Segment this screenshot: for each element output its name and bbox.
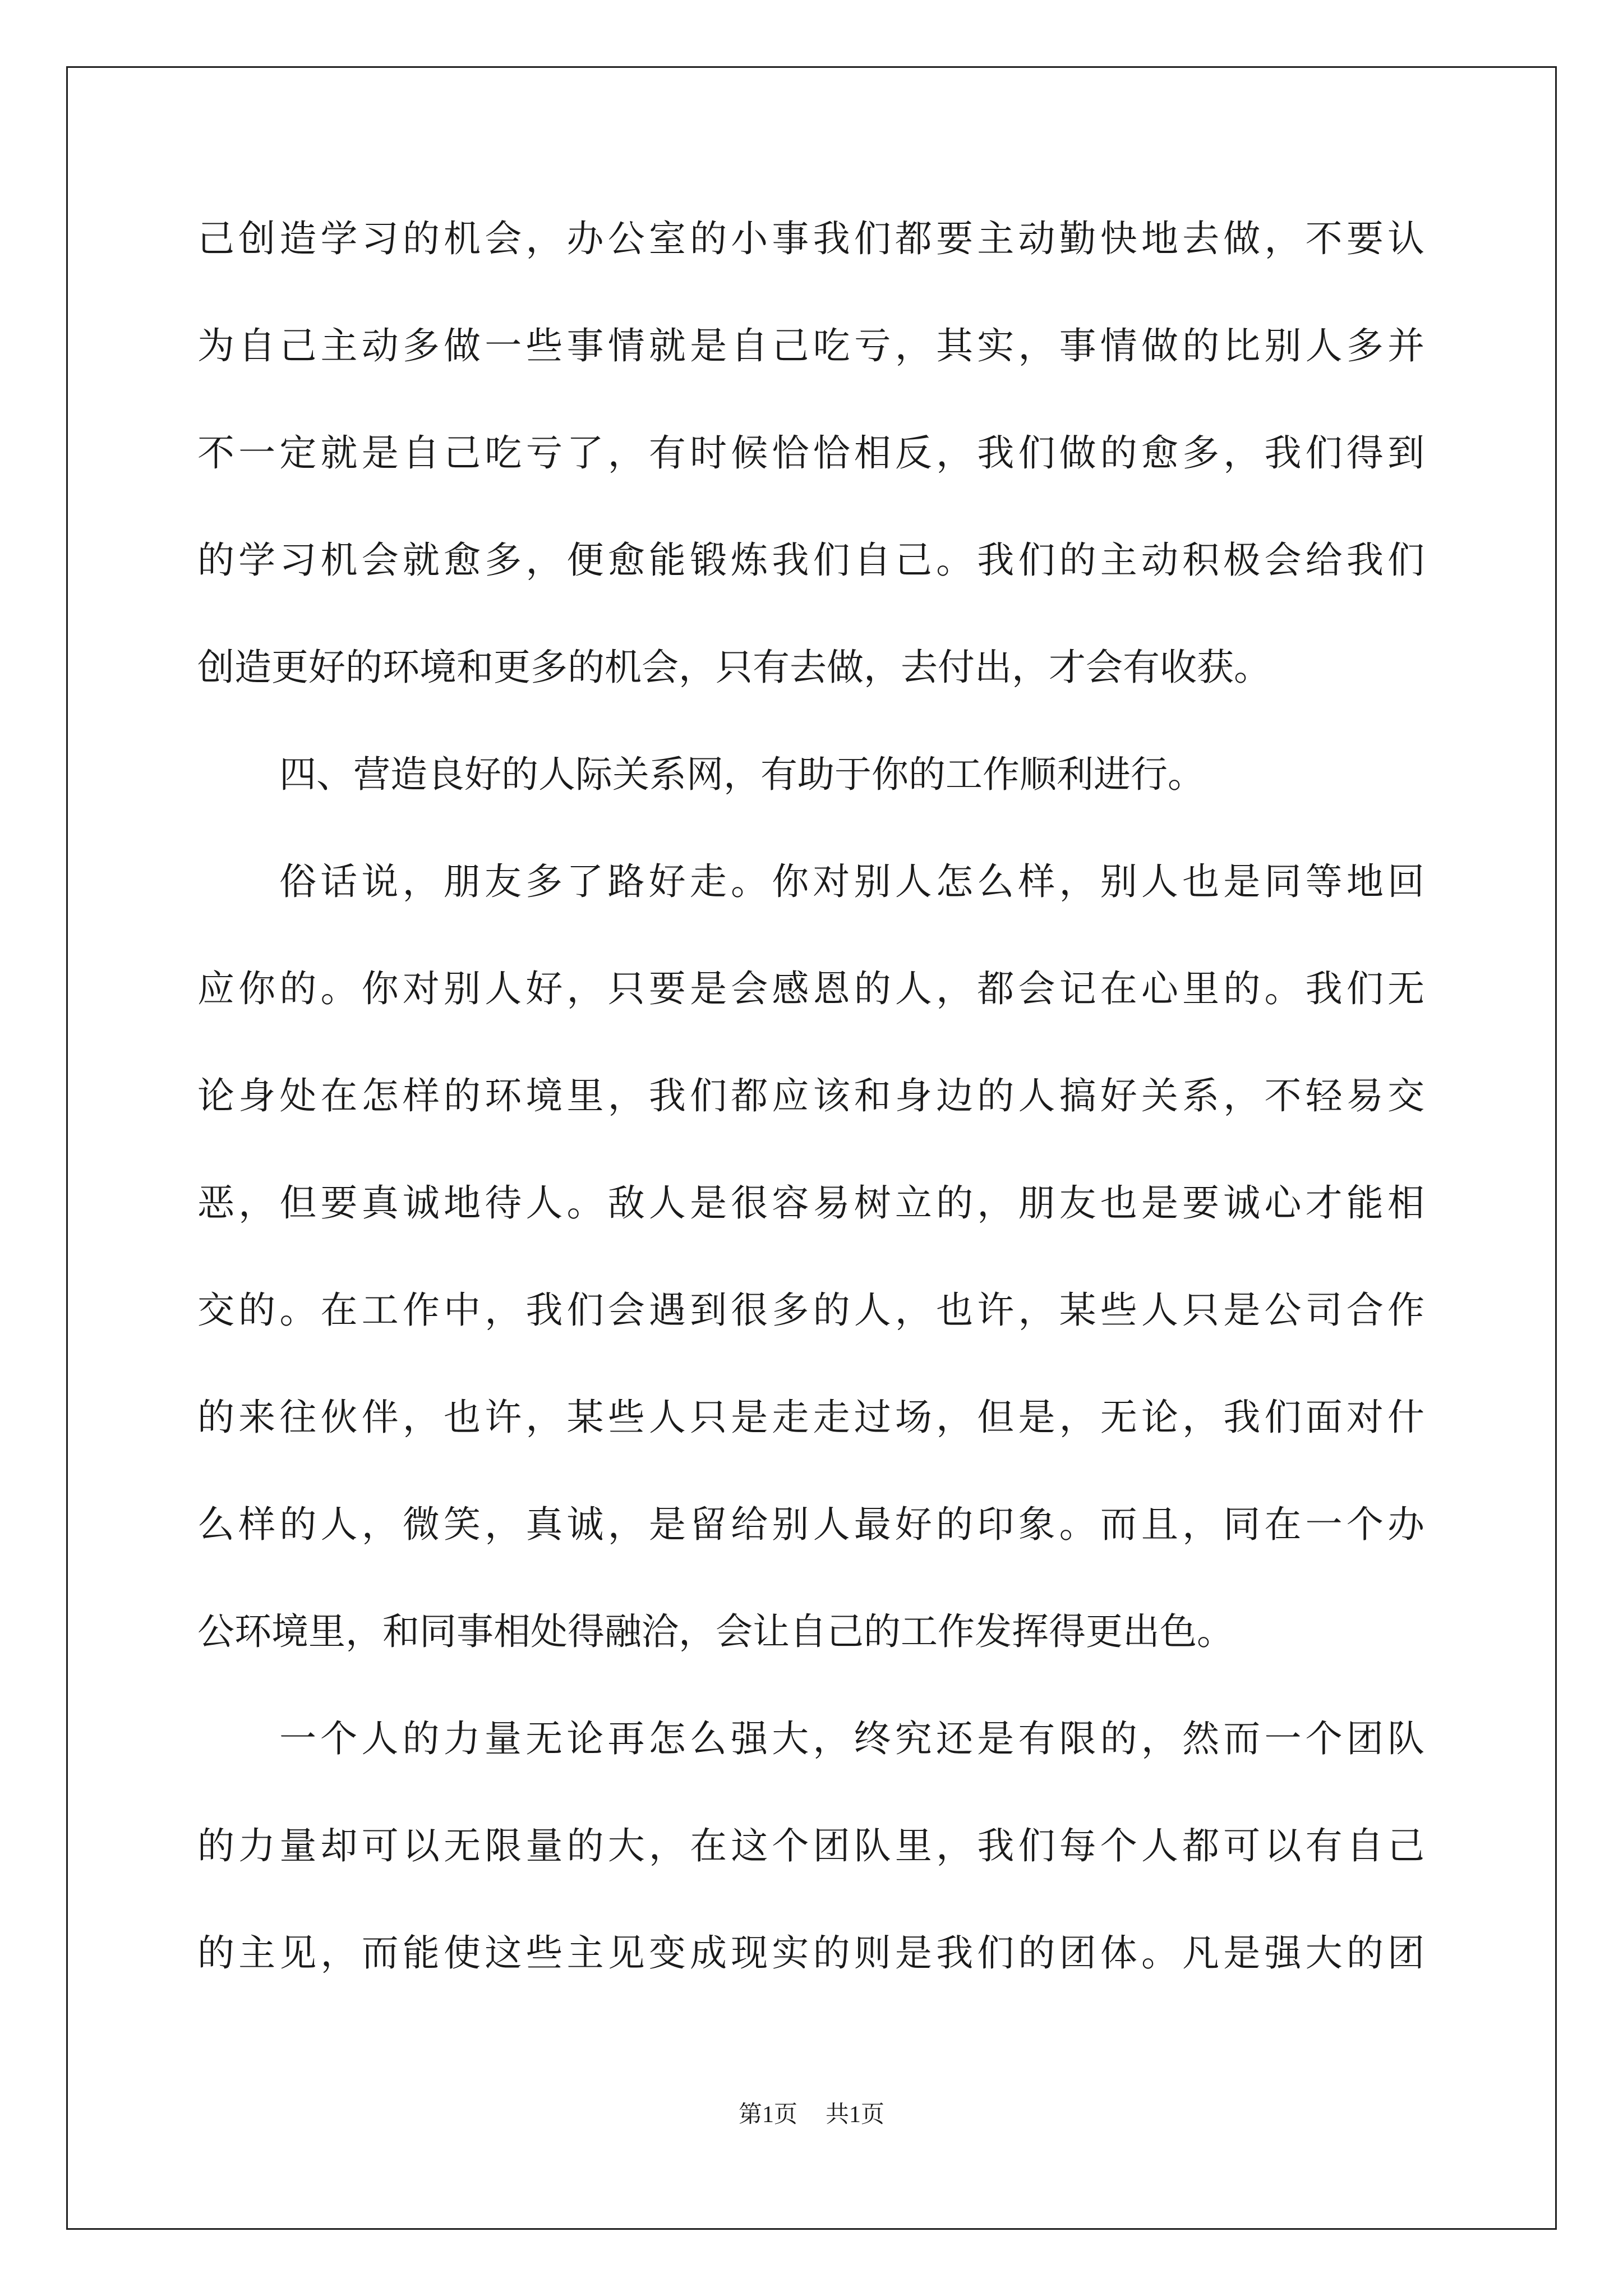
- text-line: 公环境里，和同事相处得融洽，会让自己的工作发挥得更出色。: [197, 1610, 1234, 1653]
- page-footer: [0, 2098, 1623, 2132]
- text-line: 恶，但要真诚地待人。敌人是很容易树立的，朋友也是要诚心才能相: [197, 1181, 1424, 1225]
- page-total: 共1页: [826, 2102, 885, 2128]
- text-line: 为自己主动多做一些事情就是自己吃亏，其实，事情做的比别人多并: [197, 324, 1424, 367]
- text-line: 应你的。你对别人好，只要是会感恩的人，都会记在心里的。我们无: [197, 967, 1424, 1010]
- text-line: 的主见，而能使这些主见变成现实的则是我们的团体。凡是强大的团: [197, 1931, 1424, 1975]
- text-line: 论身处在怎样的环境里，我们都应该和身边的人搞好关系，不轻易交: [197, 1074, 1424, 1117]
- text-line: 的力量却可以无限量的大，在这个团队里，我们每个人都可以有自己: [197, 1824, 1424, 1867]
- text-line: 的来往伙伴，也许，某些人只是走走过场，但是，无论，我们面对什: [197, 1396, 1424, 1439]
- text-line: 交的。在工作中，我们会遇到很多的人，也许，某些人只是公司合作: [197, 1289, 1424, 1332]
- section-heading: 四、营造良好的人际关系网，有助于你的工作顺利进行。: [279, 753, 1205, 796]
- document-body: [197, 211, 1424, 2032]
- page-number: 第1页: [738, 2102, 797, 2128]
- text-line: 的学习机会就愈多，便愈能锻炼我们自己。我们的主动积极会给我们: [197, 539, 1424, 582]
- text-line: 创造更好的环境和更多的机会，只有去做，去付出，才会有收获。: [197, 646, 1271, 689]
- text-line: 么样的人，微笑，真诚，是留给别人最好的印象。而且，同在一个办: [197, 1503, 1424, 1546]
- text-line: 不一定就是自己吃亏了，有时候恰恰相反，我们做的愈多，我们得到: [197, 431, 1424, 475]
- text-line: 一个人的力量无论再怎么强大，终究还是有限的，然而一个团队: [279, 1717, 1424, 1760]
- text-line: 俗话说，朋友多了路好走。你对别人怎么样，别人也是同等地回: [279, 860, 1424, 903]
- text-line: 己创造学习的机会，办公室的小事我们都要主动勤快地去做，不要认: [197, 217, 1424, 260]
